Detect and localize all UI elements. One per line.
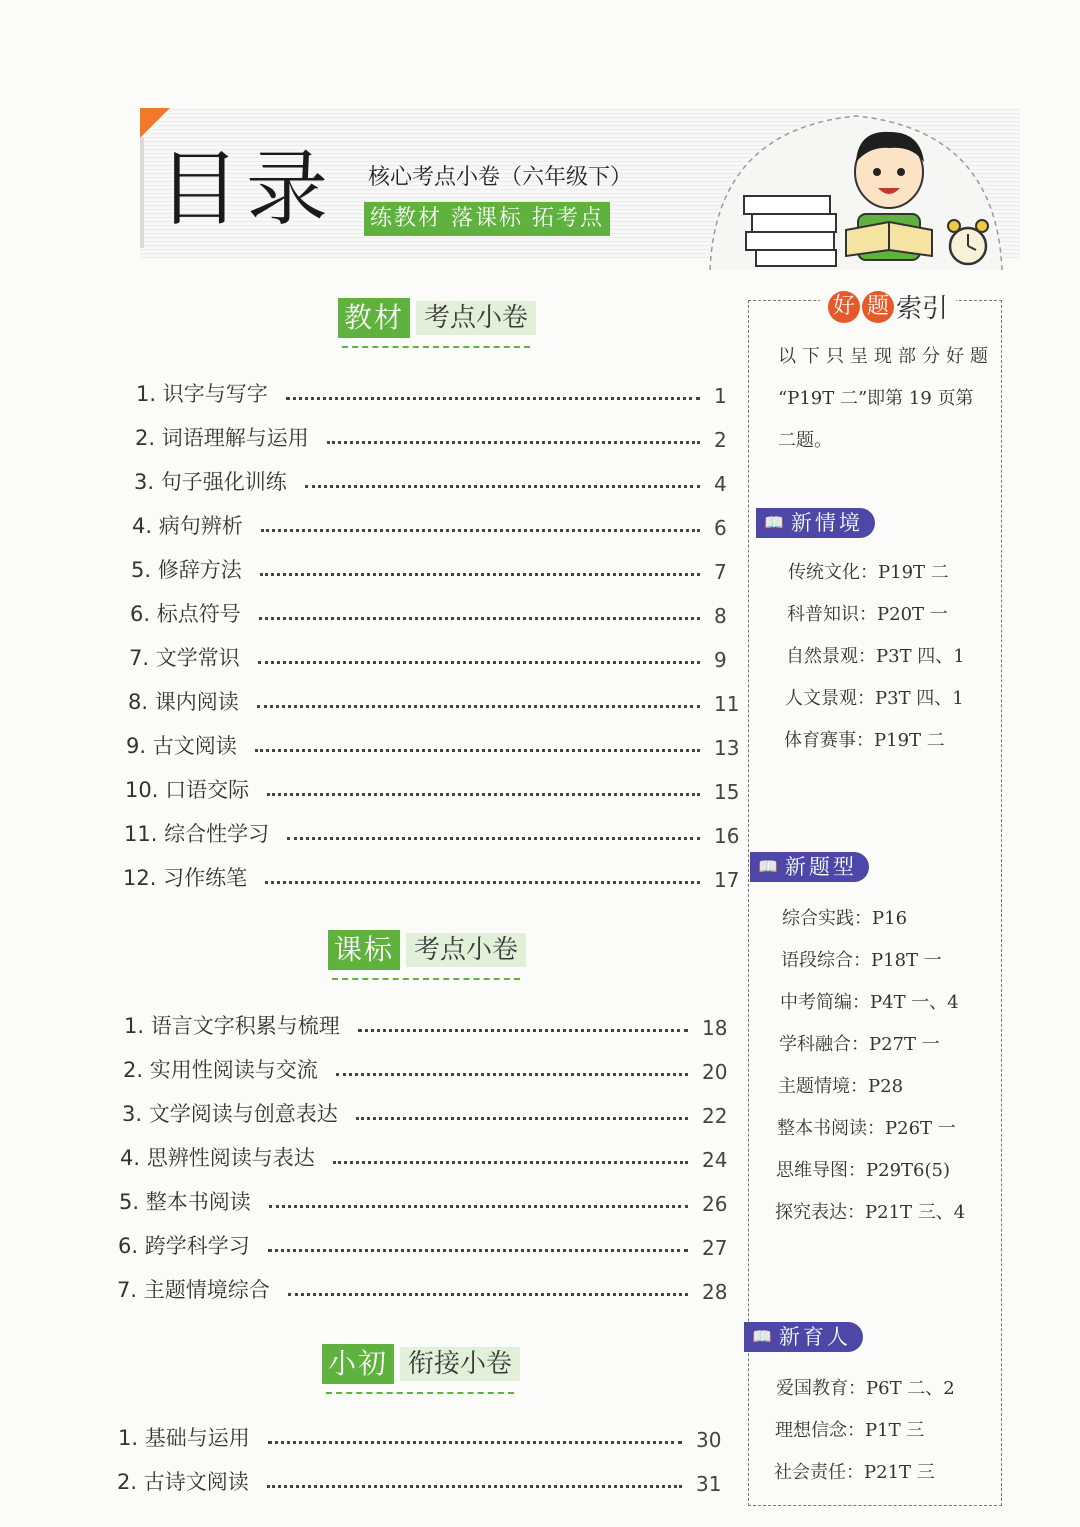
leader-dots (327, 441, 700, 444)
toc-entry-page: 18 (702, 1016, 728, 1040)
toc-entry (132, 506, 738, 540)
toc-entry (136, 374, 738, 408)
toc-entry-title: 8. 课内阅读 (128, 690, 239, 714)
toc-entry-page: 4 (714, 472, 727, 496)
leader-dots (260, 573, 700, 576)
books-stack-icon (744, 196, 836, 266)
toc-entry-title: 3. 句子强化训练 (134, 470, 287, 494)
toc-entry (134, 462, 738, 496)
index-entry: 思维导图：P29T6(5) (776, 1160, 950, 1181)
index-title (820, 288, 956, 325)
leader-dots (265, 881, 700, 884)
leader-dots (261, 529, 700, 532)
toc-entry (118, 1226, 726, 1260)
section-tag: 教材 (338, 298, 410, 338)
leader-dots (259, 617, 700, 620)
index-group-new-question-type (750, 852, 869, 882)
index-group-title: 新情境 (790, 511, 863, 535)
index-entry: 理想信念：P1T 三 (775, 1420, 925, 1441)
toc-entry-page: 11 (714, 692, 740, 716)
index-entry: 中考简编：P4T 一、4 (780, 992, 959, 1013)
section-underline (326, 1392, 514, 1394)
toc-entry-title: 2. 实用性阅读与交流 (123, 1058, 318, 1082)
index-entry: 整本书阅读：P26T 一 (777, 1118, 956, 1139)
index-entry: 主题情境：P28 (778, 1076, 904, 1097)
index-entry: 语段综合：P18T 一 (781, 950, 942, 971)
toc-entry (117, 1270, 726, 1304)
toc-entry-page: 15 (714, 780, 740, 804)
section-underline (342, 346, 530, 348)
toc-entry-title: 7. 主题情境综合 (117, 1278, 270, 1302)
toc-entry-title: 1. 基础与运用 (118, 1426, 250, 1450)
section-tag: 小初 (322, 1344, 394, 1384)
toc-entry (119, 1182, 726, 1216)
index-entry: 科普知识：P20T 一 (787, 604, 948, 625)
toc-entry-title: 7. 文学常识 (129, 646, 240, 670)
toc-entry-page: 8 (714, 604, 727, 628)
toc-entry-title: 5. 整本书阅读 (119, 1190, 251, 1214)
toc-entry (120, 1138, 726, 1172)
toc-entry (123, 858, 738, 892)
toc-entry-page: 27 (702, 1236, 728, 1260)
toc-entry-title: 1. 语言文字积累与梳理 (124, 1014, 340, 1038)
toc-entry (122, 1094, 726, 1128)
index-intro-line: 二题。 (778, 430, 832, 451)
leader-dots (286, 397, 700, 400)
toc-entry-page: 6 (714, 516, 727, 540)
toc-entry-title: 1. 识字与写字 (136, 382, 268, 406)
toc-entry-page: 20 (702, 1060, 728, 1084)
toc-entry (130, 594, 738, 628)
toc-entry-page: 2 (714, 428, 727, 452)
leader-dots (257, 705, 700, 708)
slogan-banner: 练教材 落课标 拓考点 (364, 202, 610, 236)
book-icon: 📖 (764, 513, 787, 532)
section-title: 考点小卷 (416, 301, 536, 335)
index-entry: 探究表达：P21T 三、4 (775, 1202, 966, 1223)
toc-entry (125, 770, 738, 804)
index-entry: 人文景观：P3T 四、1 (785, 688, 964, 709)
index-title-char: 好 (828, 291, 860, 323)
index-entry: 综合实践：P16 (782, 908, 908, 929)
index-title-text: 索引 (896, 294, 949, 324)
leader-dots (287, 837, 700, 840)
leader-dots (336, 1073, 688, 1076)
index-title-char: 题 (862, 291, 894, 323)
toc-entry-title: 12. 习作练笔 (123, 866, 248, 890)
section-underline (332, 978, 520, 980)
book-icon: 📖 (758, 857, 781, 876)
leader-dots (267, 793, 700, 796)
toc-entry (126, 726, 738, 760)
reading-boy-illustration (706, 110, 1006, 270)
toc-entry-title: 4. 病句辨析 (132, 514, 243, 538)
toc-entry (124, 814, 738, 848)
toc-entry-title: 6. 标点符号 (130, 602, 241, 626)
section-header-textbook (338, 298, 536, 348)
index-group-new-education (744, 1322, 863, 1352)
index-entry: 学科融合：P27T 一 (779, 1034, 940, 1055)
section-tag: 课标 (328, 930, 400, 970)
section-header-curriculum (328, 930, 526, 980)
leader-dots (268, 1441, 682, 1444)
toc-entry-page: 13 (714, 736, 740, 760)
index-entry: 社会责任：P21T 三 (774, 1462, 935, 1483)
toc-entry (118, 1418, 720, 1452)
toc-entry (117, 1462, 720, 1496)
toc-entry-page: 17 (714, 868, 740, 892)
toc-entry-title: 11. 综合性学习 (124, 822, 270, 846)
toc-entry-title: 4. 思辨性阅读与表达 (120, 1146, 315, 1170)
index-intro-line: “P19T 二”即第 19 页第 (778, 388, 974, 409)
leader-dots (267, 1485, 682, 1488)
toc-entry-title: 10. 口语交际 (125, 778, 250, 802)
index-entry: 自然景观：P3T 四、1 (786, 646, 965, 667)
index-entry: 传统文化：P19T 二 (788, 562, 949, 583)
section-title: 考点小卷 (406, 933, 526, 967)
corner-accent (140, 108, 170, 138)
page-title: 目录 (158, 142, 335, 237)
leader-dots (356, 1117, 688, 1120)
index-group-new-context (756, 508, 875, 538)
toc-entry-page: 30 (696, 1428, 722, 1452)
leader-dots (269, 1205, 688, 1208)
toc-entry-page: 1 (714, 384, 727, 408)
leader-dots (258, 661, 700, 664)
section-title: 衔接小卷 (400, 1347, 520, 1381)
book-icon: 📖 (752, 1327, 775, 1346)
toc-entry-title: 3. 文学阅读与创意表达 (122, 1102, 338, 1126)
toc-entry-title: 2. 词语理解与运用 (135, 426, 309, 450)
header-left-bar (140, 138, 144, 248)
section-header-transition (322, 1344, 520, 1394)
leader-dots (358, 1029, 688, 1032)
leader-dots (333, 1161, 688, 1164)
toc-entry-page: 26 (702, 1192, 728, 1216)
toc-entry-title: 9. 古文阅读 (126, 734, 237, 758)
index-entry: 体育赛事：P19T 二 (784, 730, 945, 751)
toc-entry-page: 24 (702, 1148, 728, 1172)
toc-entry-title: 2. 古诗文阅读 (117, 1470, 249, 1494)
toc-entry (129, 638, 738, 672)
leader-dots (305, 485, 700, 488)
index-intro-line: 以下只呈现部分好题 (778, 346, 994, 367)
toc-entry (128, 682, 738, 716)
index-intro (778, 336, 998, 462)
index-group-title: 新育人 (778, 1325, 851, 1349)
toc-entry-title: 6. 跨学科学习 (118, 1234, 250, 1258)
toc-entry-page: 22 (702, 1104, 728, 1128)
toc-entry (135, 418, 738, 452)
leader-dots (255, 749, 700, 752)
toc-entry-page: 9 (714, 648, 727, 672)
index-group-title: 新题型 (784, 855, 857, 879)
toc-entry (131, 550, 738, 584)
toc-entry-page: 28 (702, 1280, 728, 1304)
toc-entry-page: 7 (714, 560, 727, 584)
leader-dots (288, 1293, 688, 1296)
toc-entry (123, 1050, 726, 1084)
index-entry: 爱国教育：P6T 二、2 (776, 1378, 955, 1399)
toc-entry-page: 31 (696, 1472, 722, 1496)
toc-entry-title: 5. 修辞方法 (131, 558, 242, 582)
leader-dots (268, 1249, 688, 1252)
toc-entry-page: 16 (714, 824, 740, 848)
book-subtitle: 核心考点小卷（六年级下） (368, 165, 633, 190)
toc-entry (124, 1006, 726, 1040)
